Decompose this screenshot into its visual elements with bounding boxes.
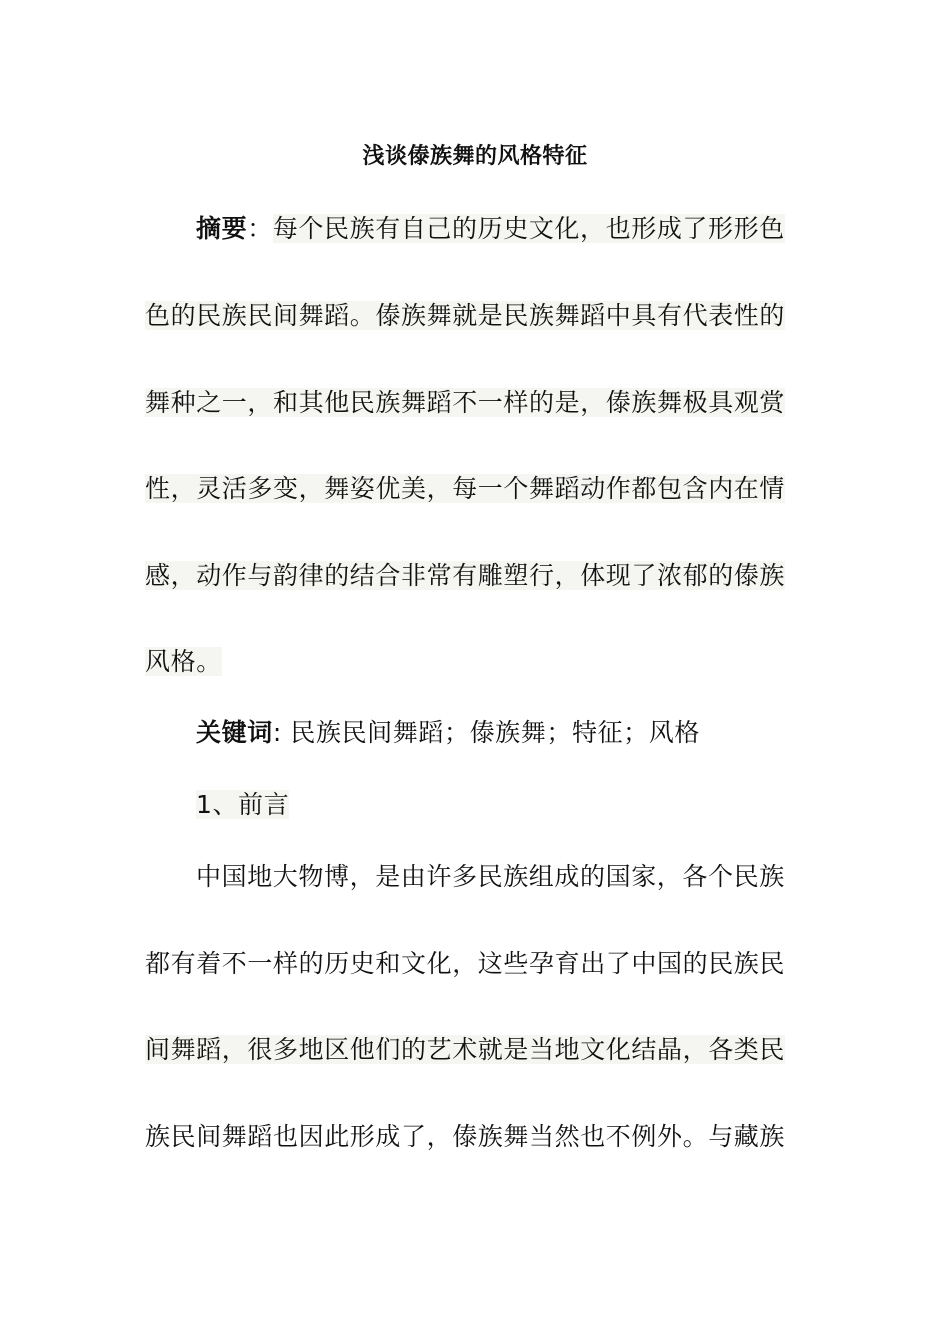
body-text-2: 都有着不一样的历史和文化，这些孕育出了中国的民族民 [145, 949, 786, 978]
body-text-4: 族民间舞蹈也因此形成了，傣族舞当然也不例外。与藏族 [145, 1122, 786, 1151]
abstract-line-4 [145, 469, 807, 509]
abstract-colon: ： [247, 214, 273, 243]
abstract-text-6: 风格。 [145, 647, 222, 676]
abstract-text-2: 色的民族民间舞蹈。傣族舞就是民族舞蹈中具有代表性的 [145, 301, 786, 330]
abstract-line-3 [145, 383, 807, 423]
abstract-line-1 [196, 209, 807, 249]
body-line-1 [196, 857, 807, 897]
keywords-text: : 民族民间舞蹈；傣族舞；特征；风格 [272, 718, 700, 747]
body-line-3 [145, 1030, 807, 1070]
abstract-line-6 [145, 642, 807, 682]
document-title: 浅谈傣族舞的风格特征 [362, 144, 588, 169]
abstract-text-3: 舞种之一，和其他民族舞蹈不一样的是，傣族舞极具观赏 [145, 388, 786, 417]
keywords-label: 关键词 [196, 718, 273, 747]
abstract-text-4: 性，灵活多变，舞姿优美，每一个舞蹈动作都包含内在情 [145, 474, 786, 503]
section-heading-text: 1、前言 [196, 790, 290, 819]
abstract-text-5: 感，动作与韵律的结合非常有雕塑行，体现了浓郁的傣族 [145, 561, 786, 590]
abstract-text-1: 每个民族有自己的历史文化，也形成了形形色 [272, 214, 785, 243]
abstract-line-5 [145, 556, 807, 596]
section-heading [196, 785, 807, 825]
abstract-line-2 [145, 296, 807, 336]
body-text-1: 中国地大物博，是由许多民族组成的国家，各个民族 [196, 862, 785, 891]
abstract-label: 摘要 [196, 214, 248, 243]
keywords-line [196, 713, 807, 753]
body-line-4 [145, 1117, 807, 1157]
body-line-2 [145, 944, 807, 984]
body-text-3: 间舞蹈，很多地区他们的艺术就是当地文化结晶，各类民 [145, 1035, 786, 1064]
